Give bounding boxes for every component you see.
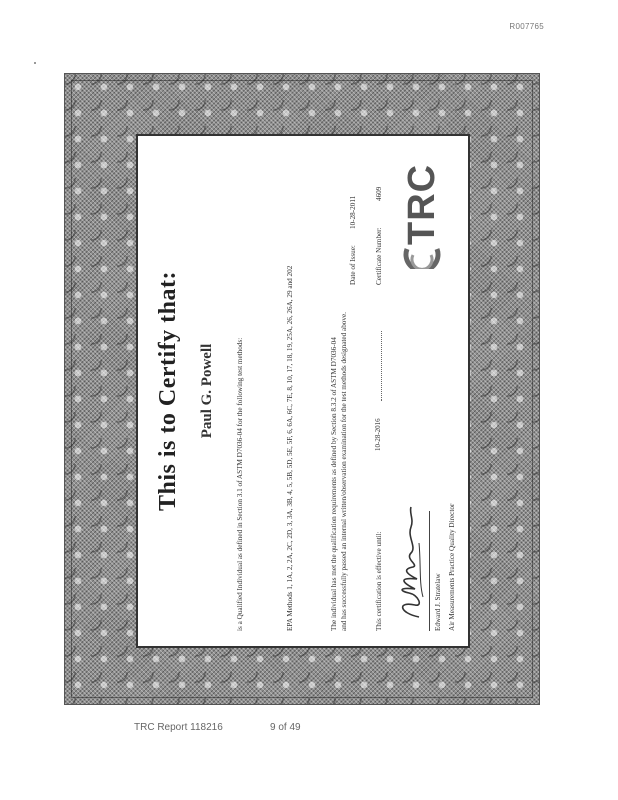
dotted-rule xyxy=(381,331,382,401)
signature-line xyxy=(429,511,430,631)
test-methods: EPA Methods 1, 1A, 2, 2A, 2C, 2D, 3, 3A, 3B, 4, 5, 5B, 5D, 5E, 5F, 6, 6A, 6C, 7E, 8, 10, 17, 18, 19, 25A, 26, 26A, 29 and 202 xyxy=(286,265,294,631)
certificate-number: 4609 xyxy=(375,186,383,201)
qualification-statement: is a Qualified Individual as defined in Section 3.1 of ASTM D7036-04 for the following test methods: xyxy=(236,337,244,631)
training-statement-2: and has successfully passed an internal written/observation examination for the test methods designated above. xyxy=(340,312,348,631)
issue-date-label: Date of Issue: xyxy=(349,245,357,285)
scan-artifact xyxy=(34,62,36,64)
trc-logo-text: TRC xyxy=(401,163,443,245)
effective-date: 10-28-2016 xyxy=(374,418,382,451)
report-number: TRC Report 118216 xyxy=(134,722,223,733)
recipient-name: Paul G. Powell xyxy=(199,343,215,439)
effective-label: This certification is effective until: xyxy=(375,531,383,631)
issue-date: 10-28-2011 xyxy=(349,195,357,229)
certificate-content xyxy=(143,141,463,641)
document-id: R007765 xyxy=(509,22,544,31)
training-statement-1: The individual has met the qualification requirements as defined by Section 8.3.2 of ASTM D7036-04 xyxy=(330,337,338,631)
signatory-name: Edward J. Stratelaw xyxy=(434,573,442,631)
page-number: 9 of 49 xyxy=(270,722,301,733)
certificate-title: This is to Certify that: xyxy=(155,271,181,511)
certificate-number-label: Certificate Number: xyxy=(375,227,383,285)
signatory-title: Air Measurements Practice Quality Director xyxy=(448,503,456,631)
certificate-body xyxy=(136,134,470,648)
signature-icon xyxy=(389,503,429,623)
